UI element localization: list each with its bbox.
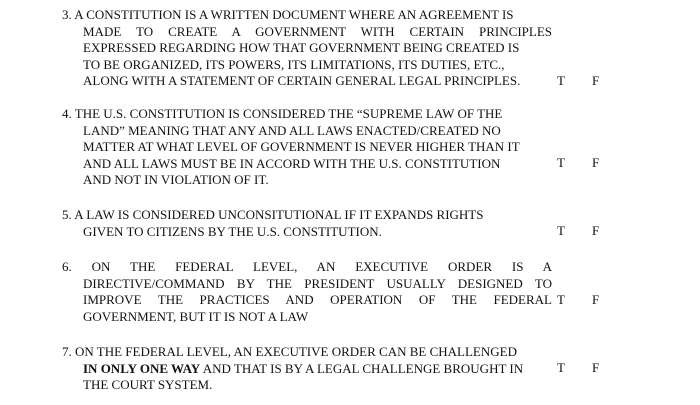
- question-6-false-option[interactable]: F: [592, 292, 600, 307]
- question-6-line-3: IMPROVE THE PRACTICES AND OPERATION OF THE FEDERAL: [83, 292, 552, 307]
- question-6-line-4: GOVERNMENT, BUT IT IS NOT A LAW: [83, 308, 309, 324]
- question-6: [62, 259, 552, 325]
- question-4-line-2: LAND” MEANING THAT ANY AND ALL LAWS ENACTED/CREATED NO: [83, 122, 501, 138]
- question-5-line-2: GIVEN TO CITIZENS BY THE U.S. CONSTITUTION.: [83, 223, 382, 239]
- question-5-true-option[interactable]: T: [557, 223, 565, 238]
- question-6-line-1: 6. ON THE FEDERAL LEVEL, AN EXECUTIVE ORDER IS A: [62, 259, 552, 274]
- question-7-line-3: THE COURT SYSTEM.: [83, 377, 213, 392]
- question-3-line-1: 3. A CONSTITUTION IS A WRITTEN DOCUMENT WHERE AN AGREEMENT IS: [62, 7, 514, 22]
- question-7-bold-phrase: IN ONLY ONE WAY: [83, 360, 201, 376]
- question-4-line-1: 4. THE U.S. CONSTITUTION IS CONSIDERED THE “SUPREME LAW OF THE: [62, 106, 503, 121]
- question-7-line-1: 7. ON THE FEDERAL LEVEL, AN EXECUTIVE ORDER CAN BE CHALLENGED: [62, 344, 517, 359]
- question-5-false-option[interactable]: F: [592, 223, 600, 238]
- question-5: [62, 207, 552, 240]
- question-4-true-option[interactable]: T: [557, 155, 565, 170]
- question-3-line-2: MADE TO CREATE A GOVERNMENT WITH CERTAIN PRINCIPLES: [83, 23, 552, 39]
- question-6-line-2: DIRECTIVE/COMMAND BY THE PRESIDENT USUALLY DESIGNED TO: [83, 275, 552, 291]
- question-3-line-5: ALONG WITH A STATEMENT OF CERTAIN GENERAL LEGAL PRINCIPLES.: [83, 73, 521, 88]
- question-7-line-2: [62, 361, 552, 378]
- question-7-line-2-rest: AND THAT IS BY A LEGAL CHALLENGE BROUGHT IN: [200, 360, 524, 376]
- question-4-false-option[interactable]: F: [592, 155, 600, 170]
- question-4-line-4: AND ALL LAWS MUST BE IN ACCORD WITH THE U.S. CONSTITUTION: [83, 155, 501, 171]
- question-7-true-option[interactable]: T: [557, 360, 565, 375]
- question-3: [62, 7, 552, 90]
- question-7-false-option[interactable]: F: [592, 360, 600, 375]
- question-5-line-1: 5. A LAW IS CONSIDERED UNCONSITUTIONAL IF IT EXPANDS RIGHTS: [62, 207, 484, 222]
- question-3-true-option[interactable]: T: [557, 73, 565, 88]
- question-4-line-3: MATTER AT WHAT LEVEL OF GOVERNMENT IS NEVER HIGHER THAN IT: [83, 139, 520, 154]
- question-7: [62, 344, 552, 394]
- question-3-line-3: EXPRESSED REGARDING HOW THAT GOVERNMENT BEING CREATED IS: [83, 40, 520, 55]
- question-3-false-option[interactable]: F: [592, 73, 600, 88]
- question-6-true-option[interactable]: T: [557, 292, 565, 307]
- question-4: [62, 106, 552, 189]
- question-4-line-5: AND NOT IN VIOLATION OF IT.: [83, 172, 269, 187]
- question-3-line-4: TO BE ORGANIZED, ITS POWERS, ITS LIMITATIONS, ITS DUTIES, ETC.,: [83, 56, 505, 72]
